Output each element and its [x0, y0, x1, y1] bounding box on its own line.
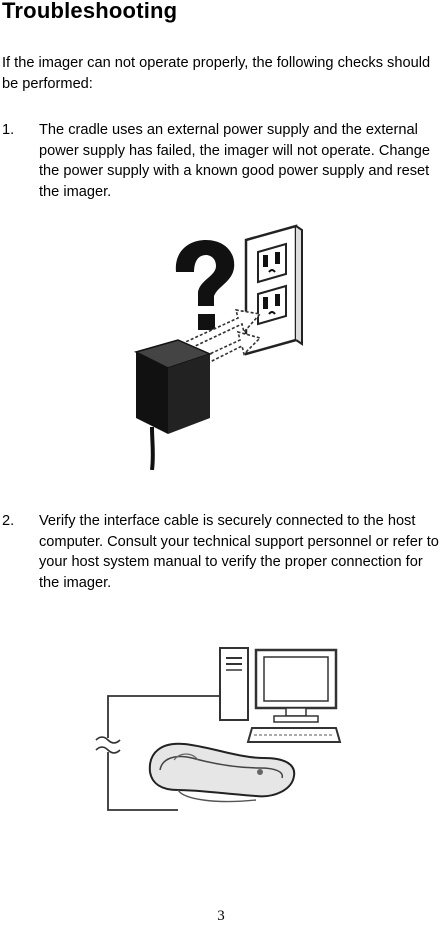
monitor-icon [256, 650, 336, 722]
list-item-text: Verify the interface cable is securely connected to the host computer. Consult your technical support personnel or refer to your host system manual to verify the proper connection for the imager. [39, 513, 439, 591]
page-title: Troubleshooting [2, 0, 178, 23]
page-number: 3 [217, 908, 225, 924]
host-connection-illustration [88, 640, 343, 820]
imager-cradle-icon [150, 744, 294, 802]
computer-tower-icon [220, 648, 248, 720]
list-item-text: The cradle uses an external power supply and the external power supply has failed, the imager will not operate. Change the power supply with a known good power supply and reset the imager. [39, 122, 431, 200]
intro-paragraph: If the imager can not operate properly, the following checks should be performed: [2, 55, 431, 92]
power-adapter-icon [136, 340, 210, 470]
list-item-number: 1. [2, 122, 15, 138]
list-item-number: 2. [2, 513, 15, 529]
wall-outlet-icon [246, 226, 302, 354]
question-mark-icon [176, 240, 234, 330]
power-supply-illustration [118, 222, 308, 470]
keyboard-icon [248, 728, 340, 742]
